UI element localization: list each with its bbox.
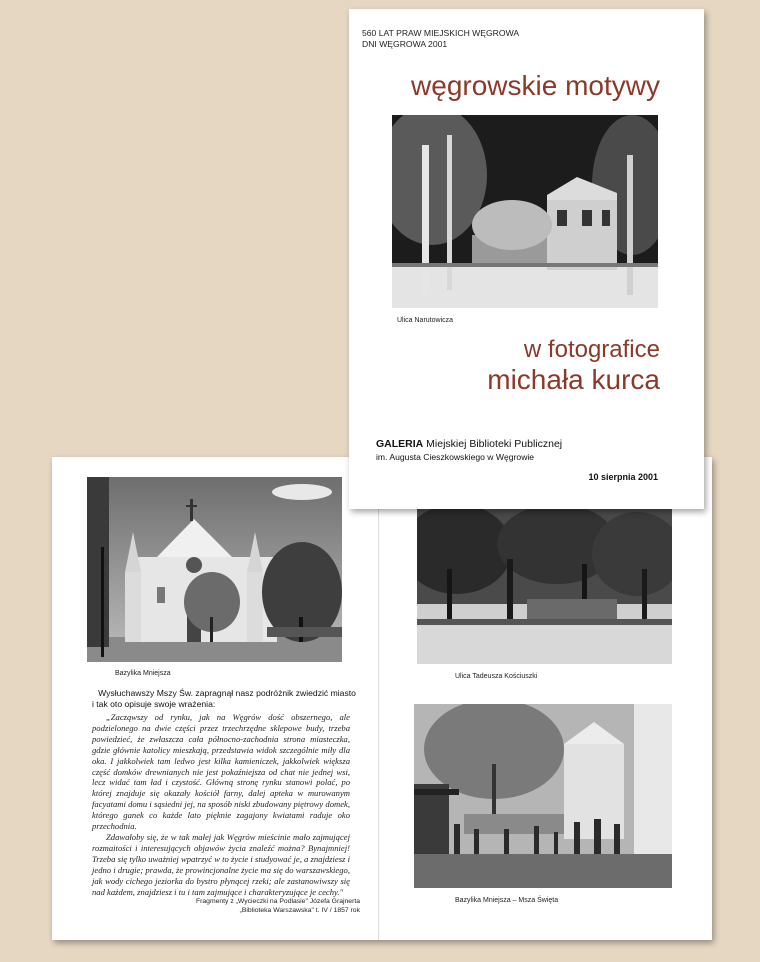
cover-subtitle xyxy=(380,336,660,396)
cover-top-line-1: 560 LAT PRAW MIEJSKICH WĘGROWA xyxy=(362,28,520,38)
gallery-line-1 xyxy=(376,438,562,451)
gallery-bold: GALERIA xyxy=(376,438,424,450)
source-line-1: Fragmenty z „Wycieczki na Podlasie" Józefa Grajnerta xyxy=(195,898,360,905)
cover-top-text xyxy=(362,28,519,50)
gallery-line-2: im. Augusta Cieszkowskiego w Węgrowie xyxy=(376,452,535,462)
cover-subtitle-line-2: michała kurca xyxy=(487,364,660,395)
caption-mass: Bazylika Mniejsza – Msza Święta xyxy=(455,897,559,904)
source-line-2: „Biblioteka Warszawska" t. IV / 1857 rok xyxy=(239,907,360,914)
cover-date: 10 sierpnia 2001 xyxy=(588,472,658,482)
photo-narutowicza-street xyxy=(392,115,658,308)
quote-text xyxy=(92,712,350,897)
gallery-rest: Miejskiej Biblioteki Publicznej xyxy=(423,438,563,450)
quote-paragraph-1: „Zacząwszy od rynku, jak na Węgrów dość obszernego, ale podzielonego na dwie części przez trzechrzędne sklepowe budy, trzeba powiedzieć, że zwłaszcza cała północno-zachodnia strona miasteczka, gdzie głównie katolicy mieszkają, przedstawia widok szczególnie miły dla oka. I jakkolwiek tam ledwo jest kilka kamieniczek, jakkolwiek większa część domków drewnianych nie jest pokaźniejsza od chat nie jednej wsi, lecz widać tam ład i czystość. Główną stronę rynku stanowi polać, po której znajduje się okazały kościół farny, dalej apteka w murowanym facyatami domu i sąsiedni jej, na sposób niski zbudowany piętrowy domek, którego ganek co każde lato pięknie zagajony kwiatami raduje oko przechodnia. xyxy=(92,712,350,832)
caption-narutowicza: Ulica Narutowicza xyxy=(397,317,454,324)
quote-source xyxy=(160,897,360,915)
cover-title: węgrowskie motywy xyxy=(411,70,660,101)
intro-text xyxy=(92,688,362,710)
caption-basilica: Bazylika Mniejsza xyxy=(115,670,171,677)
cover-top-line-2: DNI WĘGROWA 2001 xyxy=(362,39,448,49)
cover-subtitle-line-1: w fotografice xyxy=(523,336,660,363)
page-fold xyxy=(378,457,379,940)
intro-line-1: Wysłuchawszy Mszy Św. zapragnął nasz podróżnik zwiedzić miasto xyxy=(98,688,356,698)
caption-kosciuszki: Ulica Tadeusza Kościuszki xyxy=(455,673,538,680)
photo-mass xyxy=(414,704,672,888)
quote-paragraph-2: Zdawałoby się, że w tak małej jak Węgrów mieścinie mało zajmującej rozmaitości i interesujących objawów życia znaleźć można? Bynajmniej! Trzeba się tylko uważniej wpatrzyć w to życie i studyować je, a znajdziesz i jedno i drugie; prawda, że prowincjonalne życie ma się do warszawskiego, jak wody cichego jeziorka do bystro płynącej rzeki; ale zastanowiwszy się nad każdem, znajdziesz i tu i tam zajmujące i charakteryzujące je cechy." xyxy=(92,831,350,897)
cover-gallery xyxy=(376,438,562,464)
photo-basilica xyxy=(87,477,342,662)
photo-kosciuszki-street xyxy=(417,509,672,664)
intro-line-2: i tak oto opisuje swoje wrażenia: xyxy=(92,699,216,709)
